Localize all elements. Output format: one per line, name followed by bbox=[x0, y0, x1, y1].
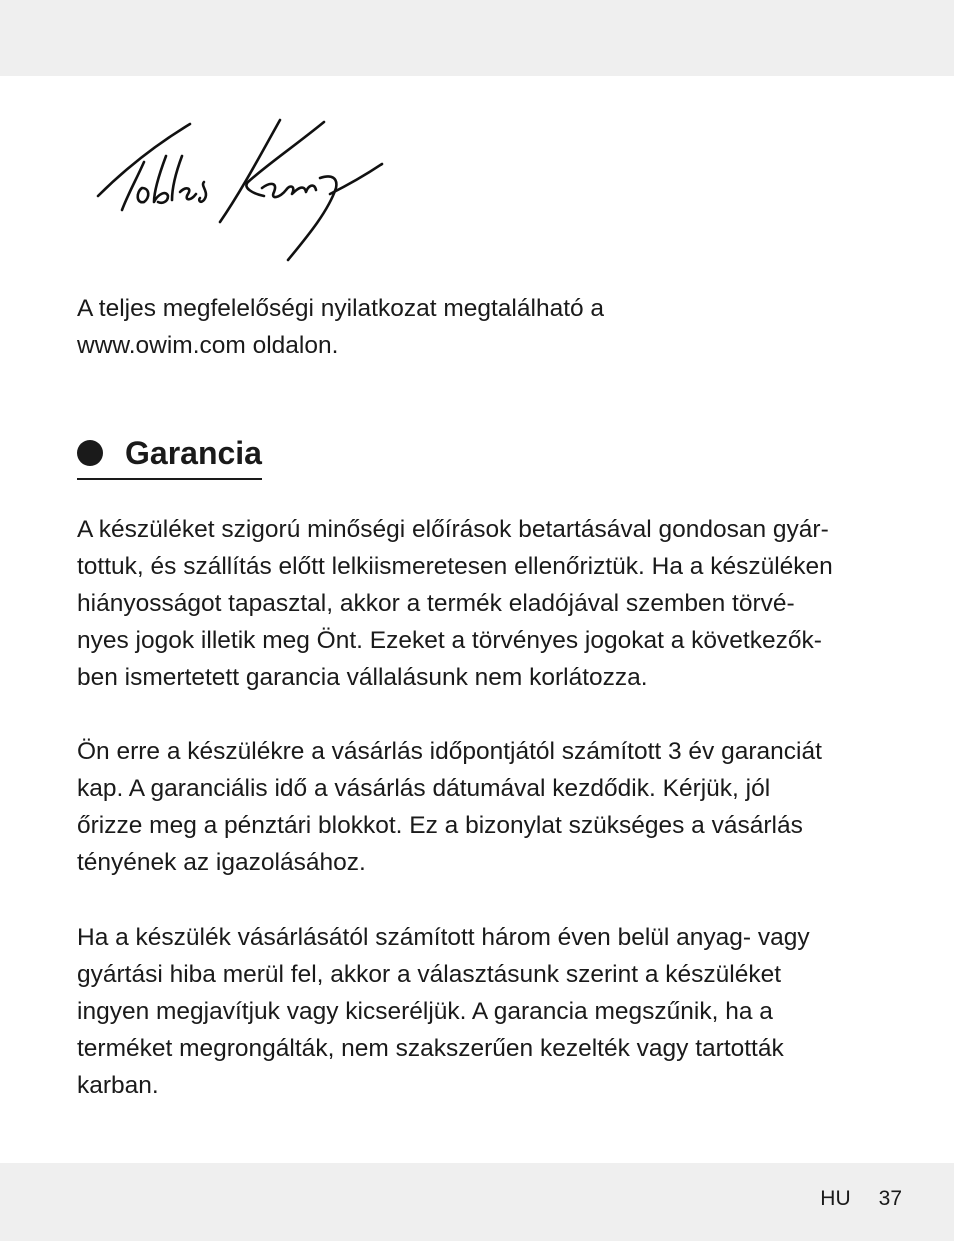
text-line: nyes jogok illetik meg Önt. Ezeket a törvényes jogokat a következők- bbox=[77, 627, 822, 654]
text-line: Ön erre a készülékre a vásárlás időpontjától számított 3 év garanciát bbox=[77, 738, 822, 765]
text-line: hiányosságot tapasztal, akkor a termék eladójával szemben törvé- bbox=[77, 590, 795, 617]
text-line: A teljes megfelelőségi nyilatkozat megtalálható a bbox=[77, 295, 605, 322]
text-line: Ha a készülék vásárlásától számított három éven belül anyag- vagy bbox=[77, 924, 810, 951]
text-line: tottuk, és szállítás előtt lelkiismeretesen ellenőriztük. Ha a készüléken bbox=[77, 553, 833, 580]
text-line: A készüléket szigorú minőségi előírások betartásával gondosan gyár- bbox=[77, 516, 829, 543]
bullet-icon bbox=[77, 440, 103, 466]
text-line: gyártási hiba merül fel, akkor a választásunk szerint a készüléket bbox=[77, 961, 782, 988]
language-code: HU bbox=[820, 1187, 851, 1210]
paragraph-1 bbox=[77, 511, 877, 696]
text-line: ingyen megjavítjuk vagy kicseréljük. A garancia megszűnik, ha a bbox=[77, 998, 773, 1025]
text-line: www.owim.com oldalon. bbox=[77, 332, 339, 359]
section-title: Garancia bbox=[125, 435, 262, 471]
text-line: kap. A garanciális idő a vásárlás dátumával kezdődik. Kérjük, jól bbox=[77, 775, 771, 802]
section-heading bbox=[77, 432, 262, 480]
text-line: terméket megrongálták, nem szakszerűen kezelték vagy tartották bbox=[77, 1035, 784, 1062]
paragraph-2 bbox=[77, 733, 877, 881]
top-band bbox=[0, 0, 954, 76]
text-line: ben ismertetett garancia vállalásunk nem korlátozza. bbox=[77, 664, 648, 691]
text-line: karban. bbox=[77, 1072, 159, 1099]
text-line: őrizze meg a pénztári blokkot. Ez a bizonylat szükséges a vásárlás bbox=[77, 812, 803, 839]
bottom-band bbox=[0, 1163, 954, 1241]
page-footer bbox=[820, 1186, 902, 1212]
page-number: 37 bbox=[878, 1187, 902, 1210]
paragraph-3 bbox=[77, 919, 877, 1104]
declaration-text bbox=[77, 290, 877, 364]
signature-image bbox=[92, 112, 402, 270]
text-line: tényének az igazolásához. bbox=[77, 849, 366, 876]
